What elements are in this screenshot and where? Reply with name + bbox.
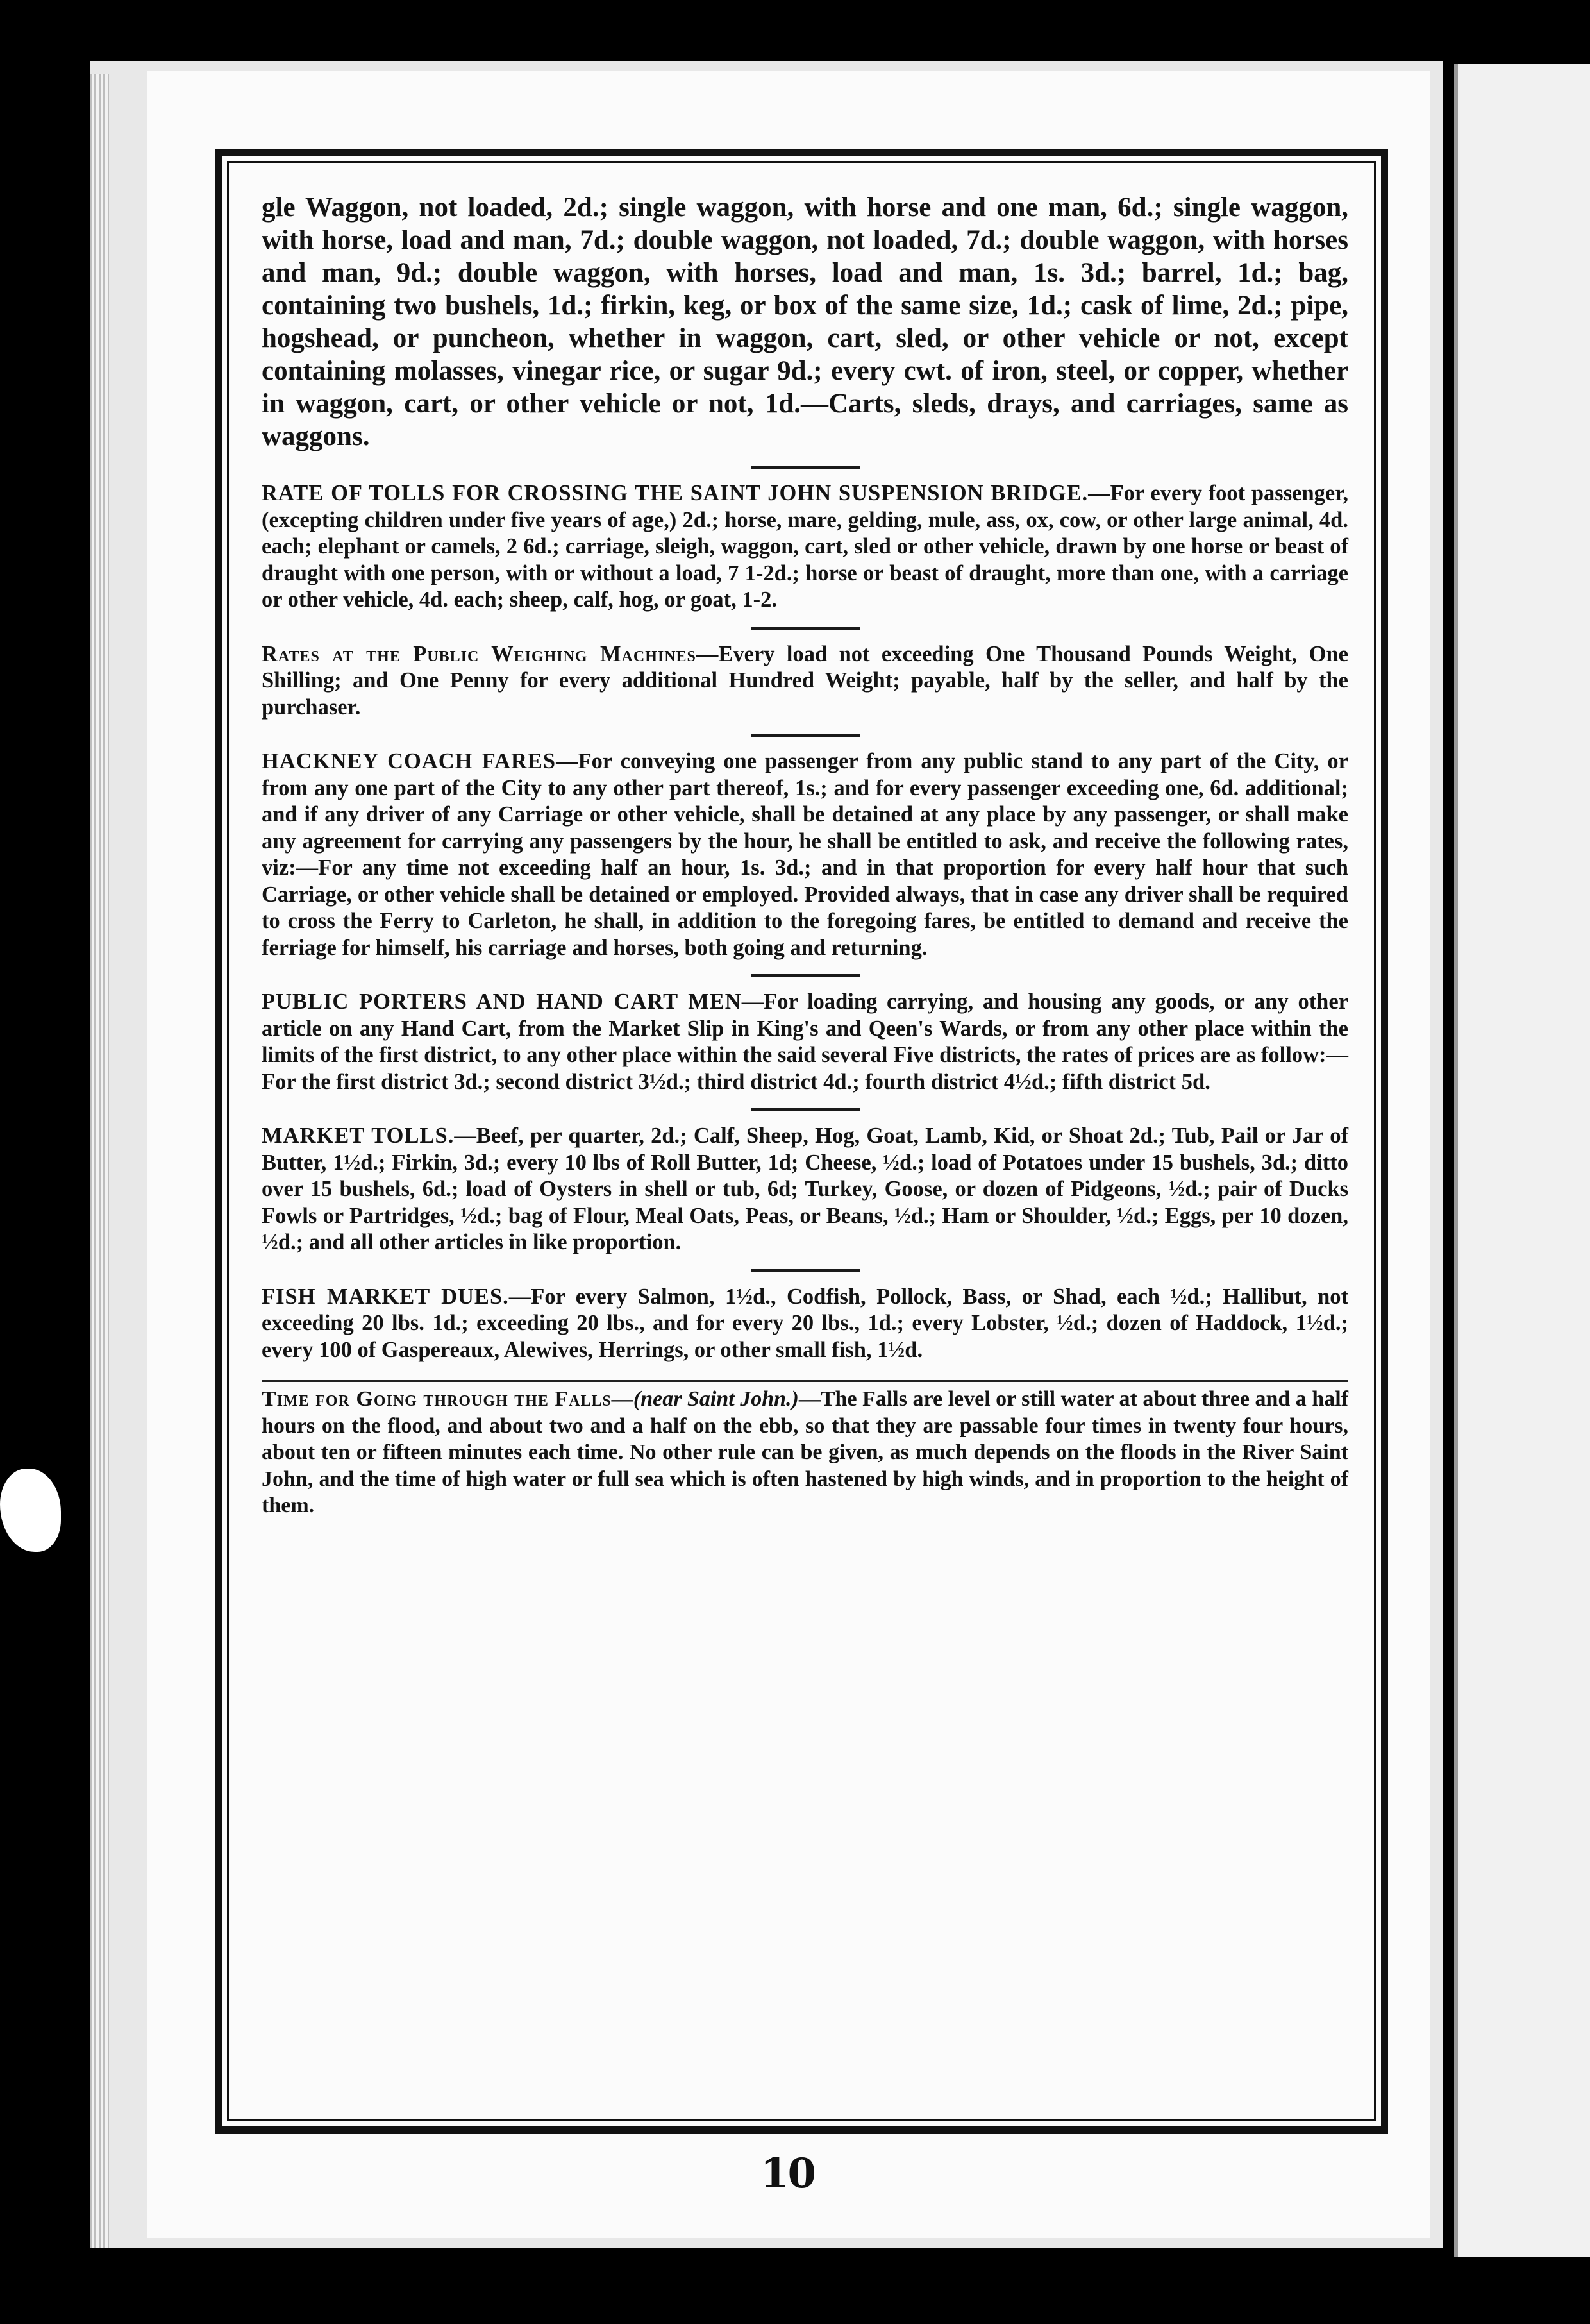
section-divider [751,734,860,737]
market-tolls-section [262,1123,1348,1256]
adjacent-page [1454,64,1590,2257]
scan-blemish [0,1469,61,1552]
falls-note-box [262,1380,1348,1519]
hackney-fares-body: —For conveying one passenger from any public stand to any part of the City, or from any one part of the City to any other part thereof, 1s.; and for every passenger exceeding one, 6d. additional; and if any driver of any Carriage or other vehicle, shall be detained at any place by any passenger, or shall make any agreement for carrying any passengers by the hour, he shall be entitled to ask, and receive the following rates, viz:—For any time not exceeding half an hour, 1s. 3d.; and in that proportion for every half hour that such Carriage, or other vehicle shall be detained or employed. Provided always, that in case any driver shall be required to cross the Ferry to Carleton, he shall, in addition to the foregoing fares, be entitled to demand and receive the ferriage for himself, his carriage and horses, both going and returning. [262,749,1348,960]
market-tolls-body: —Beef, per quarter, 2d.; Calf, Sheep, Hog, Goat, Lamb, Kid, or Shoat 2d.; Tub, Pail or Jar of Butter, 1½d.; Firkin, 3d.; every 10 lbs of Roll Butter, 1d; Cheese, ½d.; load of Potatoes under 15 bushels, 3d.; ditto over 15 bushels, 6d.; load of Oysters in shell or tub, 6d; Turkey, Goose, or dozen of Pidgeons, ½d.; pair of Ducks Fowls or Partridges, ½d.; bag of Flour, Meal Oats, Peas, or Beans, ½d.; Ham or Shoulder, ½d.; Eggs, per 10 dozen, ½d.; and all other articles in like proportion. [262,1124,1348,1254]
hackney-fares-heading: HACKNEY COACH FARES [262,749,556,773]
falls-note [262,1386,1348,1519]
page-content [262,191,1348,1519]
section-divider [751,466,860,469]
bridge-tolls-section [262,480,1348,614]
fish-market-body: —For every Salmon, 1½d., Codfish, Pollock, Bass, or Shad, each ½d.; Hallibut, not exceeding 20 lbs. 1d.; exceeding 20 lbs., and for every 20 lbs., 1d.; every Lobster, ½d.; dozen of Haddock, 1½d.; every 100 of Gaspereaux, Alewives, Herrings, or other small fish, 1½d. [262,1284,1348,1362]
weighing-machines-section [262,641,1348,721]
fish-market-section [262,1284,1348,1364]
section-divider [751,1269,860,1272]
porters-heading: PUBLIC PORTERS AND HAND CART MEN [262,989,742,1014]
section-divider [751,1108,860,1111]
bridge-tolls-heading: RATE OF TOLLS FOR CROSSING THE SAINT JOHN SUSPENSION BRIDGE. [262,481,1089,505]
falls-subhead: —(near Saint John.) [611,1387,799,1411]
bridge-tolls-body: —For every foot passenger, (excepting children under five years of age,) 2d.; horse, mare, gelding, mule, ass, ox, cow, or other large animal, 4d. each; elephant or camels, 2 6d.; carriage, sleigh, waggon, cart, sled or other vehicle, drawn by one horse or beast of draught with one person, with or without a load, 7 1-2d.; horse or beast of draught, more than one, with a carriage or other vehicle, 4d. each; sheep, calf, hog, or goat, 1-2. [262,481,1348,612]
porters-body: —For loading carrying, and housing any goods, or any other article on any Hand Cart, from the Market Slip in King's and Qeen's Wards, or from any other place within the limits of the first district, to any other place within the said several Five districts, the rates of prices are as follow:—For the first district 3d.; second district 3½d.; third district 4d.; fourth district 4½d.; fifth district 5d. [262,989,1348,1094]
weighing-machines-body: —Every load not exceeding One Thousand Pounds Weight, One Shilling; and One Penny for every additional Hundred Weight; payable, half by the seller, and half by the purchaser. [262,641,1348,720]
market-tolls-heading: MARKET TOLLS. [262,1124,455,1148]
bordered-text-frame [215,149,1388,2134]
section-divider [751,974,860,977]
waggon-tolls-paragraph: gle Waggon, not loaded, 2d.; single waggon, with horse and one man, 6d.; single waggon, with horse, load and man, 7d.; double waggon, not loaded, 7d.; double waggon, with horses and man, 9d.; double waggon, with horses, load and man, 1s. 3d.; barrel, 1d.; bag, containing two bushels, 1d.; firkin, keg, or box of the same size, 1d.; cask of lime, 2d.; pipe, hogshead, or puncheon, whether in waggon, cart, sled, or other vehicle or not, except containing molasses, vinegar rice, or sugar 9d.; every cwt. of iron, steel, or copper, whether in waggon, cart, or other vehicle or not, 1d.—Carts, sleds, drays, and carriages, same as waggons. [262,192,1348,451]
fish-market-heading: FISH MARKET DUES. [262,1284,509,1309]
page-number: 10 [760,2150,816,2198]
weighing-machines-heading: Rates at the Public Weighing Machines [262,641,696,666]
falls-body: —The Falls are level or still water at about three and a half hours on the flood, and about two and a half on the ebb, so that they are passable four times in twenty four hours, about ten or fifteen minutes each time. No other rule can be given, as much depends on the floods in the River Saint John, and the time of high water or full sea which is often hastened by high winds, and in proportion to the height of them. [262,1387,1348,1517]
falls-heading: Time for Going through the Falls [262,1387,612,1411]
section-divider [751,627,860,630]
hackney-fares-section [262,748,1348,961]
porters-section [262,989,1348,1095]
